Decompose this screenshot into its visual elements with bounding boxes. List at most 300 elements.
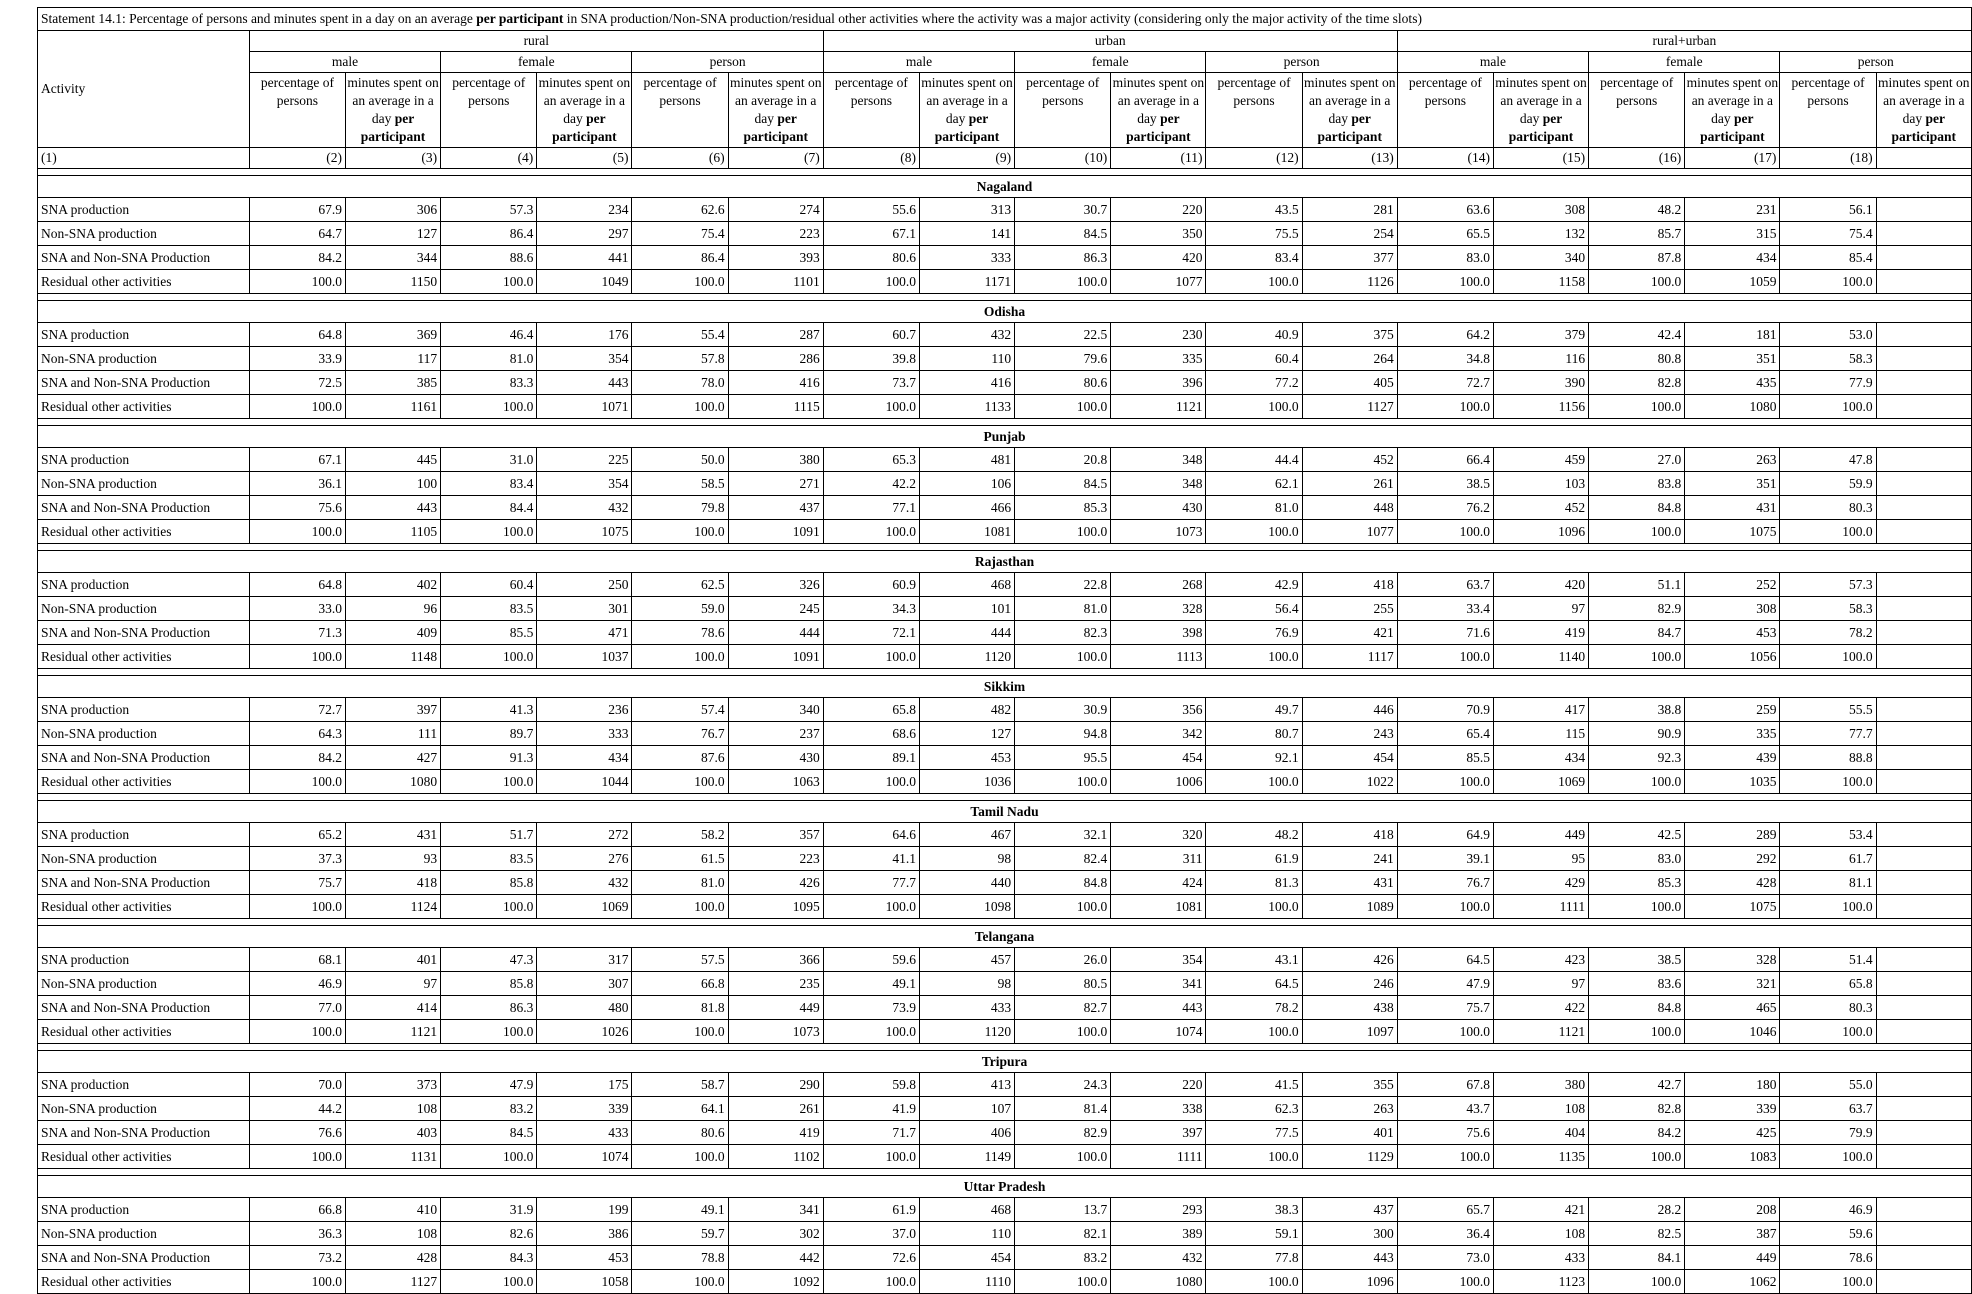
- table-cell: 369: [345, 323, 440, 347]
- activity-label: Non-SNA production: [38, 722, 250, 746]
- table-cell: 86.4: [632, 246, 728, 270]
- activity-label: Non-SNA production: [38, 347, 250, 371]
- table-cell: 340: [728, 698, 823, 722]
- table-body: [38, 169, 1972, 1294]
- table-cell: 80.5: [1015, 972, 1111, 996]
- table-cell: 432: [919, 323, 1014, 347]
- table-cell: 444: [919, 621, 1014, 645]
- table-cell: 80.3: [1780, 496, 1876, 520]
- table-cell: 409: [345, 621, 440, 645]
- table-cell: 435: [1685, 371, 1780, 395]
- column-header-minutes-text: minutes spent on an average in a day: [1686, 75, 1779, 126]
- table-cell-empty: [1876, 1270, 1971, 1294]
- table-cell: 56.4: [1206, 597, 1302, 621]
- sector-header: rural+urban: [1397, 31, 1971, 52]
- table-cell: 100.0: [632, 395, 728, 419]
- table-cell: 80.6: [632, 1121, 728, 1145]
- table-cell: 75.7: [1397, 996, 1493, 1020]
- table-row: [38, 1020, 1972, 1044]
- table-cell: 83.4: [1206, 246, 1302, 270]
- column-header-percentage: percentage of persons: [249, 73, 345, 148]
- table-cell: 420: [1493, 573, 1588, 597]
- table-cell: 424: [1111, 871, 1206, 895]
- table-cell: 61.7: [1780, 847, 1876, 871]
- table-cell: 76.6: [249, 1121, 345, 1145]
- title-bold: per participant: [476, 11, 564, 26]
- activity-label: Residual other activities: [38, 1270, 250, 1294]
- table-cell: 419: [728, 1121, 823, 1145]
- table-cell: 82.9: [1589, 597, 1685, 621]
- table-cell: 55.0: [1780, 1073, 1876, 1097]
- table-cell: 60.7: [823, 323, 919, 347]
- table-cell: 263: [1302, 1097, 1397, 1121]
- table-cell: 81.1: [1780, 871, 1876, 895]
- table-cell: 84.4: [441, 496, 537, 520]
- table-cell: 1074: [537, 1145, 632, 1169]
- table-cell: 418: [1302, 823, 1397, 847]
- table-cell: 84.2: [249, 746, 345, 770]
- table-cell: 93: [345, 847, 440, 871]
- table-cell: 60.9: [823, 573, 919, 597]
- table-cell: 83.5: [441, 847, 537, 871]
- table-cell: 181: [1685, 323, 1780, 347]
- table-cell-empty: [1876, 823, 1971, 847]
- activity-label: SNA production: [38, 1198, 250, 1222]
- table-cell: 100.0: [1206, 395, 1302, 419]
- spacer-row: [38, 169, 1972, 176]
- table-cell: 41.5: [1206, 1073, 1302, 1097]
- table-cell: 100.0: [441, 270, 537, 294]
- table-cell: 117: [345, 347, 440, 371]
- table-cell: 443: [537, 371, 632, 395]
- table-cell: 354: [1111, 948, 1206, 972]
- table-cell: 426: [728, 871, 823, 895]
- spacer-row: [38, 919, 1972, 926]
- table-cell: 434: [537, 746, 632, 770]
- table-cell: 100.0: [249, 645, 345, 669]
- column-header-minutes-text: minutes spent on an average in a day: [729, 75, 822, 126]
- table-cell: 1115: [728, 395, 823, 419]
- table-cell: 225: [537, 448, 632, 472]
- table-cell: 286: [728, 347, 823, 371]
- column-header-minutes-bold: per participant: [934, 111, 1000, 144]
- table-cell: 1111: [1493, 895, 1588, 919]
- table-cell: 61.9: [1206, 847, 1302, 871]
- column-number: (1): [38, 148, 250, 169]
- table-row: [38, 1073, 1972, 1097]
- table-row: [38, 847, 1972, 871]
- column-header-minutes: [1685, 73, 1780, 148]
- table-cell: 100.0: [632, 770, 728, 794]
- table-cell: 82.8: [1589, 1097, 1685, 1121]
- table-cell: 78.2: [1206, 996, 1302, 1020]
- table-cell: 127: [345, 222, 440, 246]
- table-cell: 453: [1685, 621, 1780, 645]
- table-cell: 48.2: [1206, 823, 1302, 847]
- table-cell: 434: [1685, 246, 1780, 270]
- table-cell: 342: [1111, 722, 1206, 746]
- table-cell: 90.9: [1589, 722, 1685, 746]
- activity-label: SNA and Non-SNA Production: [38, 746, 250, 770]
- table-cell: 100.0: [1206, 520, 1302, 544]
- table-cell: 419: [1493, 621, 1588, 645]
- table-cell: 413: [919, 1073, 1014, 1097]
- table-row: [38, 895, 1972, 919]
- table-cell: 83.2: [441, 1097, 537, 1121]
- table-cell: 100.0: [1780, 270, 1876, 294]
- table-cell: 386: [537, 1222, 632, 1246]
- column-header-percentage: percentage of persons: [1780, 73, 1876, 148]
- table-cell: 100.0: [441, 645, 537, 669]
- table-cell: 442: [728, 1246, 823, 1270]
- spacer-row: [38, 544, 1972, 551]
- table-cell: 50.0: [632, 448, 728, 472]
- table-cell: 1096: [1302, 1270, 1397, 1294]
- table-cell: 100.0: [823, 895, 919, 919]
- table-cell: 339: [1685, 1097, 1780, 1121]
- column-header-minutes-bold: per participant: [1126, 111, 1191, 144]
- table-cell: 389: [1111, 1222, 1206, 1246]
- table-cell: 84.2: [249, 246, 345, 270]
- table-cell: 67.9: [249, 198, 345, 222]
- table-row: [38, 395, 1972, 419]
- column-number: (12): [1206, 148, 1302, 169]
- table-cell: 1080: [1685, 395, 1780, 419]
- table-cell: 1127: [345, 1270, 440, 1294]
- table-cell: 65.5: [1397, 222, 1493, 246]
- table-cell: 103: [1493, 472, 1588, 496]
- table-header: [38, 8, 1972, 169]
- table-cell: 82.8: [1589, 371, 1685, 395]
- table-cell: 100.0: [441, 520, 537, 544]
- table-cell: 101: [919, 597, 1014, 621]
- table-cell: 326: [728, 573, 823, 597]
- table-cell: 328: [1111, 597, 1206, 621]
- table-cell: 86.4: [441, 222, 537, 246]
- table-cell: 1150: [345, 270, 440, 294]
- activity-label: SNA production: [38, 948, 250, 972]
- column-number: (2): [249, 148, 345, 169]
- table-row: [38, 1222, 1972, 1246]
- table-cell: 328: [1685, 948, 1780, 972]
- table-cell: 66.8: [249, 1198, 345, 1222]
- column-number: (17): [1685, 148, 1780, 169]
- table-cell: 77.9: [1780, 371, 1876, 395]
- table-cell: 95: [1493, 847, 1588, 871]
- table-cell: 444: [728, 621, 823, 645]
- table-cell: 64.8: [249, 573, 345, 597]
- table-cell: 398: [1111, 621, 1206, 645]
- table-cell: 250: [537, 573, 632, 597]
- column-number: (4): [441, 148, 537, 169]
- table-cell: 235: [728, 972, 823, 996]
- table-cell: 354: [537, 347, 632, 371]
- table-cell: 468: [919, 1198, 1014, 1222]
- table-cell-empty: [1876, 395, 1971, 419]
- table-cell-empty: [1876, 645, 1971, 669]
- table-cell: 263: [1685, 448, 1780, 472]
- table-cell: 287: [728, 323, 823, 347]
- table-cell: 37.3: [249, 847, 345, 871]
- table-cell: 97: [345, 972, 440, 996]
- column-header-minutes-bold: per participant: [1891, 111, 1957, 144]
- table-cell: 71.6: [1397, 621, 1493, 645]
- table-cell: 80.3: [1780, 996, 1876, 1020]
- table-cell: 78.6: [1780, 1246, 1876, 1270]
- table-row: [38, 1097, 1972, 1121]
- activity-label: SNA and Non-SNA Production: [38, 621, 250, 645]
- state-header: Uttar Pradesh: [38, 1176, 1972, 1198]
- table-cell: 59.6: [1780, 1222, 1876, 1246]
- table-cell: 338: [1111, 1097, 1206, 1121]
- table-row: [38, 948, 1972, 972]
- table-cell: 1158: [1493, 270, 1588, 294]
- table-cell: 341: [728, 1198, 823, 1222]
- table-cell: 1117: [1302, 645, 1397, 669]
- table-cell: 100.0: [823, 1270, 919, 1294]
- column-header-minutes: [1111, 73, 1206, 148]
- table-cell: 46.4: [441, 323, 537, 347]
- table-cell: 42.5: [1589, 823, 1685, 847]
- gender-header: male: [1397, 52, 1588, 73]
- table-cell-empty: [1876, 972, 1971, 996]
- table-cell: 68.6: [823, 722, 919, 746]
- table-cell: 100.0: [1780, 645, 1876, 669]
- table-cell: 38.3: [1206, 1198, 1302, 1222]
- table-cell: 83.4: [441, 472, 537, 496]
- table-cell: 75.7: [249, 871, 345, 895]
- table-cell: 64.5: [1397, 948, 1493, 972]
- table-cell: 85.3: [1015, 496, 1111, 520]
- column-header-minutes: [728, 73, 823, 148]
- table-cell: 43.7: [1397, 1097, 1493, 1121]
- table-cell-empty: [1876, 1198, 1971, 1222]
- table-cell: 30.9: [1015, 698, 1111, 722]
- activity-label: SNA production: [38, 323, 250, 347]
- table-cell: 432: [1111, 1246, 1206, 1270]
- table-cell: 1049: [537, 270, 632, 294]
- sector-header: urban: [823, 31, 1397, 52]
- table-cell: 237: [728, 722, 823, 746]
- table-row: [38, 1246, 1972, 1270]
- table-cell-empty: [1876, 1222, 1971, 1246]
- table-cell: 27.0: [1589, 448, 1685, 472]
- table-cell: 387: [1685, 1222, 1780, 1246]
- table-cell: 100.0: [1780, 520, 1876, 544]
- table-cell: 1071: [537, 395, 632, 419]
- column-number: (16): [1589, 148, 1685, 169]
- column-number: (8): [823, 148, 919, 169]
- table-cell: 428: [345, 1246, 440, 1270]
- column-header-minutes-text: minutes spent on an average in a day: [1112, 75, 1205, 126]
- column-header-minutes: [1302, 73, 1397, 148]
- table-cell: 42.7: [1589, 1073, 1685, 1097]
- table-cell: 417: [1493, 698, 1588, 722]
- table-cell: 100.0: [1397, 395, 1493, 419]
- table-cell: 100.0: [1589, 520, 1685, 544]
- table-cell: 241: [1302, 847, 1397, 871]
- table-cell: 264: [1302, 347, 1397, 371]
- table-cell: 32.1: [1015, 823, 1111, 847]
- table-cell: 100.0: [1206, 895, 1302, 919]
- table-cell: 428: [1685, 871, 1780, 895]
- table-cell-empty: [1876, 722, 1971, 746]
- table-cell: 97: [1493, 597, 1588, 621]
- table-cell: 81.3: [1206, 871, 1302, 895]
- table-cell: 75.5: [1206, 222, 1302, 246]
- table-cell: 100.0: [441, 895, 537, 919]
- gender-header: person: [1780, 52, 1972, 73]
- spacer-row: [38, 294, 1972, 301]
- activity-label: Residual other activities: [38, 1020, 250, 1044]
- table-cell: 281: [1302, 198, 1397, 222]
- table-cell-empty: [1876, 520, 1971, 544]
- table-cell: 100.0: [249, 270, 345, 294]
- table-cell: 77.2: [1206, 371, 1302, 395]
- table-cell: 261: [728, 1097, 823, 1121]
- table-cell: 208: [1685, 1198, 1780, 1222]
- activity-label: SNA production: [38, 823, 250, 847]
- table-cell: 85.3: [1589, 871, 1685, 895]
- state-header: Rajasthan: [38, 551, 1972, 573]
- table-cell: 83.5: [441, 597, 537, 621]
- table-cell: 443: [1111, 996, 1206, 1020]
- table-cell-empty: [1876, 472, 1971, 496]
- table-cell: 397: [345, 698, 440, 722]
- table-cell: 85.8: [441, 871, 537, 895]
- table-cell: 47.8: [1780, 448, 1876, 472]
- table-cell: 446: [1302, 698, 1397, 722]
- table-cell: 100.0: [1589, 1270, 1685, 1294]
- table-cell: 47.9: [1397, 972, 1493, 996]
- table-cell: 481: [919, 448, 1014, 472]
- table-cell: 100.0: [1015, 895, 1111, 919]
- table-cell: 306: [345, 198, 440, 222]
- table-cell: 100.0: [1780, 770, 1876, 794]
- table-cell: 111: [345, 722, 440, 746]
- table-cell: 100.0: [823, 520, 919, 544]
- table-cell: 100.0: [249, 770, 345, 794]
- table-row: [38, 472, 1972, 496]
- table-cell: 66.8: [632, 972, 728, 996]
- spacer-row: [38, 419, 1972, 426]
- table-cell: 78.8: [632, 1246, 728, 1270]
- table-cell: 58.2: [632, 823, 728, 847]
- activity-label: Non-SNA production: [38, 597, 250, 621]
- table-cell: 379: [1493, 323, 1588, 347]
- table-cell: 80.7: [1206, 722, 1302, 746]
- table-cell: 454: [1302, 746, 1397, 770]
- table-cell: 254: [1302, 222, 1397, 246]
- table-cell: 100.0: [1015, 770, 1111, 794]
- table-cell: 61.9: [823, 1198, 919, 1222]
- table-cell: 73.9: [823, 996, 919, 1020]
- activity-label: SNA and Non-SNA Production: [38, 1246, 250, 1270]
- table-cell: 75.6: [249, 496, 345, 520]
- table-cell: 84.1: [1589, 1246, 1685, 1270]
- table-cell: 60.4: [1206, 347, 1302, 371]
- table-cell: 1123: [1493, 1270, 1588, 1294]
- table-cell: 65.8: [1780, 972, 1876, 996]
- table-cell: 420: [1111, 246, 1206, 270]
- table-cell: 28.2: [1589, 1198, 1685, 1222]
- column-header-minutes-bold: per participant: [1700, 111, 1765, 144]
- table-row: [38, 645, 1972, 669]
- column-header-percentage: percentage of persons: [632, 73, 728, 148]
- table-cell: 42.9: [1206, 573, 1302, 597]
- table-cell: 414: [345, 996, 440, 1020]
- table-cell: 100.0: [632, 1020, 728, 1044]
- table-cell: 259: [1685, 698, 1780, 722]
- table-cell-empty: [1876, 1145, 1971, 1169]
- table-row: [38, 1198, 1972, 1222]
- table-cell: 83.0: [1397, 246, 1493, 270]
- table-cell: 317: [537, 948, 632, 972]
- table-cell: 30.7: [1015, 198, 1111, 222]
- table-cell: 24.3: [1015, 1073, 1111, 1097]
- table-cell: 418: [1302, 573, 1397, 597]
- title-prefix: Statement 14.1: Percentage of persons and minutes spent in a day on an average: [41, 11, 477, 26]
- table-cell: 98: [919, 847, 1014, 871]
- table-cell: 1135: [1493, 1145, 1588, 1169]
- table-cell: 46.9: [1780, 1198, 1876, 1222]
- table-cell: 97: [1493, 972, 1588, 996]
- table-cell: 100.0: [1206, 1020, 1302, 1044]
- table-row: [38, 496, 1972, 520]
- table-cell: 91.3: [441, 746, 537, 770]
- table-cell: 55.5: [1780, 698, 1876, 722]
- table-cell: 115: [1493, 722, 1588, 746]
- table-cell: 443: [345, 496, 440, 520]
- table-cell: 33.0: [249, 597, 345, 621]
- table-cell: 1089: [1302, 895, 1397, 919]
- table-cell: 402: [345, 573, 440, 597]
- table-cell: 84.3: [441, 1246, 537, 1270]
- table-cell: 466: [919, 496, 1014, 520]
- table-cell: 423: [1493, 948, 1588, 972]
- table-cell: 100.0: [441, 770, 537, 794]
- table-cell: 76.7: [632, 722, 728, 746]
- table-cell: 82.4: [1015, 847, 1111, 871]
- table-cell: 1026: [537, 1020, 632, 1044]
- table-cell: 1156: [1493, 395, 1588, 419]
- table-cell: 49.7: [1206, 698, 1302, 722]
- table-cell: 53.0: [1780, 323, 1876, 347]
- table-cell: 82.7: [1015, 996, 1111, 1020]
- table-cell: 110: [919, 1222, 1014, 1246]
- table-row: [38, 448, 1972, 472]
- table-cell: 356: [1111, 698, 1206, 722]
- table-cell: 234: [537, 198, 632, 222]
- table-cell: 422: [1493, 996, 1588, 1020]
- column-number: (5): [537, 148, 632, 169]
- gender-header: male: [823, 52, 1014, 73]
- table-cell: 59.1: [1206, 1222, 1302, 1246]
- table-row: [38, 1270, 1972, 1294]
- table-cell: 292: [1685, 847, 1780, 871]
- table-cell: 88.6: [441, 246, 537, 270]
- table-cell-empty: [1876, 347, 1971, 371]
- table-cell: 38.5: [1589, 948, 1685, 972]
- table-cell: 81.0: [441, 347, 537, 371]
- table-cell: 220: [1111, 198, 1206, 222]
- table-cell: 100.0: [249, 520, 345, 544]
- table-cell: 175: [537, 1073, 632, 1097]
- table-cell: 431: [345, 823, 440, 847]
- title-suffix: in SNA production/Non-SNA production/residual other activities where the activity was a major activity (considering only the major activity of the time slots): [563, 11, 1422, 26]
- table-cell: 100.0: [249, 1270, 345, 1294]
- table-cell: 1124: [345, 895, 440, 919]
